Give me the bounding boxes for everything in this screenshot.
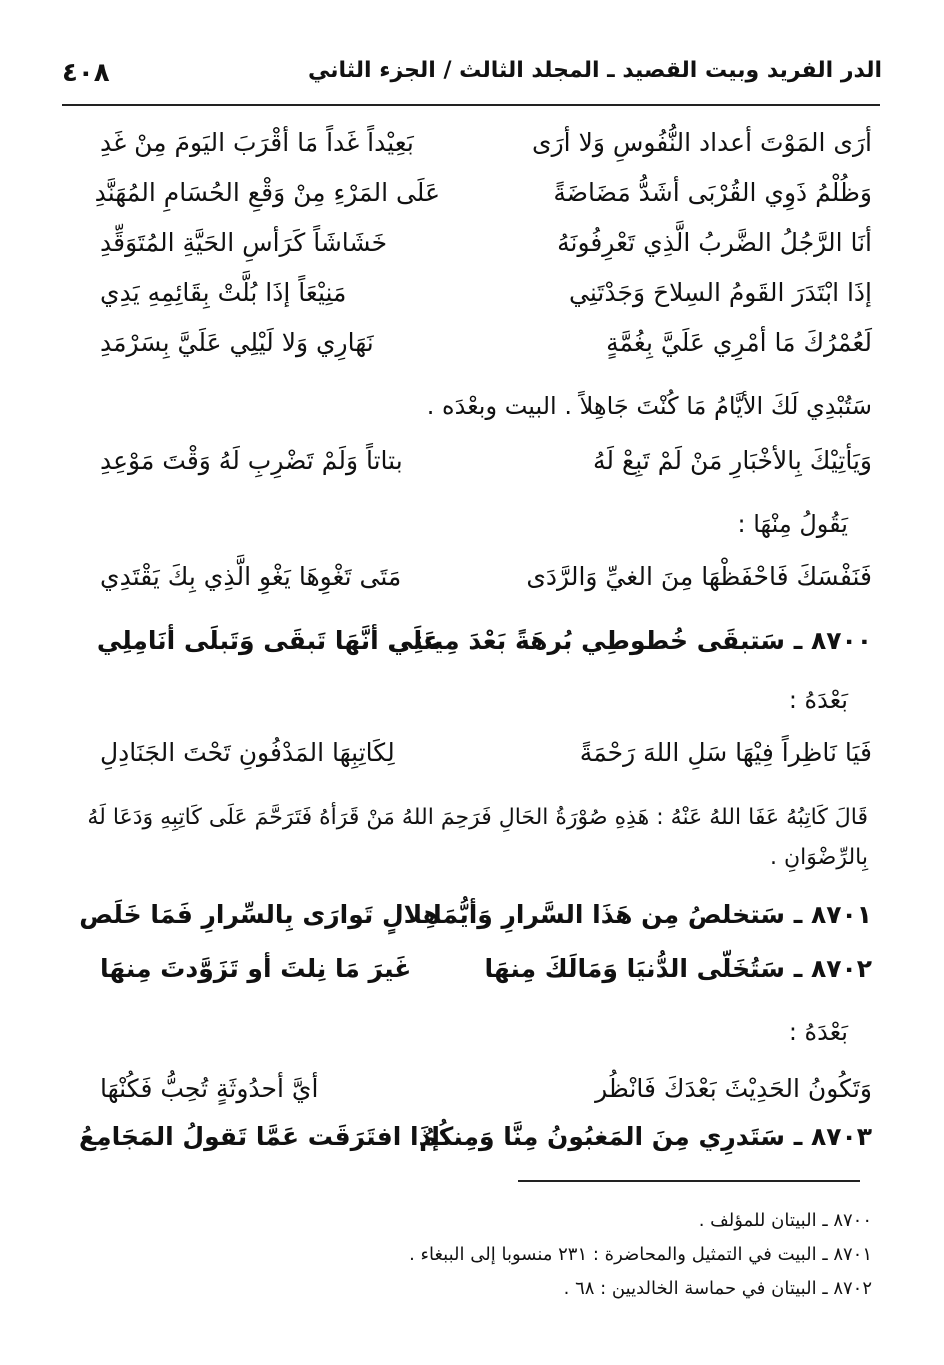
verse-line xyxy=(100,328,872,374)
numbered-verse-8703 xyxy=(79,1122,872,1168)
verse-first-hemistich: وَظُلْمُ ذَوِي القُرْبَى أشَدُّ مَضَاضَةً xyxy=(553,178,872,207)
verse-number: ٨٧٠٢ ـ xyxy=(793,954,872,983)
verse-second-hemistich: عَلَى أنَّهَا تَبقَى وَتَبلَى أنَامِلِي xyxy=(96,626,440,655)
numbered-verse-8700 xyxy=(96,626,872,672)
verse-second-hemistich: غَيرَ مَا نِلتَ أو تَزَوَّدتَ مِنهَا xyxy=(100,954,412,983)
verse-line xyxy=(100,228,872,274)
author-note-paragraph: قَالَ كَاتِبُهُ عَفَا اللهُ عَنْهُ : هَذِهِ صُوْرَةُ الحَالِ فَرَحِمَ اللهُ مَنْ قَرَأهُ فَتَرَحَّمَ عَلَى كَاتِبِهِ وَدَعَا لَهُ بِالرِّضْوَانِ . xyxy=(87,805,868,870)
verse-number: ٨٧٠٣ ـ xyxy=(793,1122,872,1151)
page-number: ٤٠٨ xyxy=(62,58,110,88)
footnote: ٨٧٠٠ ـ البيتان للمؤلف . xyxy=(698,1210,872,1231)
verse-first-hemistich: أنَا الرَّجُلُ الضَّربُ الَّذِي تَعْرِفُونَهُ xyxy=(557,228,872,257)
footnote: ٨٧٠١ ـ البيت في التمثيل والمحاضرة : ٢٣١ منسوبا إلى الببغاء . xyxy=(409,1244,872,1265)
verse-second-hemistich: هِلالٍ تَوارَى بِالسِّرارِ فَمَا خَلَص xyxy=(79,900,440,929)
verse-first-hemistich: فَيَا نَاظِراً فِيْهَا سَلِ اللهَ رَحْمَةً xyxy=(579,738,872,767)
verse-second-hemistich: خَشَاشَاً كَرَأسِ الحَيَّةِ المُتَوَقِّدِ xyxy=(100,228,388,257)
running-header-title: الدر الفريد وبيت القصيد ـ المجلد الثالث / الجزء الثاني xyxy=(308,58,882,83)
verse-first-hemistich: فَنَفْسَكَ فَاحْفَظْهَا مِنَ الغيِّ وَالرَّدَى xyxy=(526,562,872,591)
verse-first-hemistich: لَعُمْرُكَ مَا أمْرِي عَلَيَّ بِغُمَّةٍ xyxy=(606,328,872,357)
connector-line: بَعْدَهُ : xyxy=(788,686,848,714)
verse-first-hemistich: وَيَأتِيْكَ بِالأخْبَارِ مَنْ لَمْ تَبِعْ لَهُ xyxy=(593,446,872,475)
footnote: ٨٧٠٢ ـ البيتان في حماسة الخالديين : ٦٨ . xyxy=(563,1278,872,1299)
verse-line xyxy=(100,278,872,324)
verse-second-hemistich: إذَا افتَرَقَت عَمَّا تَقولُ المَجَامِعُ xyxy=(79,1122,440,1151)
verse-first-hemistich: أرَى المَوْتَ أعداد النُّفُوسِ وَلا أرَى xyxy=(532,128,872,157)
verse-second-hemistich: بَعِيْداً غَداً مَا أقْرَبَ اليَومَ مِنْ غَدِ xyxy=(100,128,414,157)
verse-line xyxy=(100,128,872,174)
verse-first-hemistich-text: سَتبقَى خُطوطِي بُرهَةً بَعْدَ مِيتتِي xyxy=(388,626,785,655)
verse-first-hemistich xyxy=(433,900,872,929)
verse-first-hemistich xyxy=(419,1122,872,1151)
numbered-verse-8701 xyxy=(79,900,872,946)
verse-line xyxy=(100,1074,872,1120)
verse-second-hemistich: بتاتاً وَلَمْ تَضْرِبِ لَهُ وَقْتَ مَوْعِدِ xyxy=(100,446,403,475)
verse-second-hemistich: عَلَى المَرْءِ مِنْ وَقْعِ الحُسَامِ المُهَنَّدِ xyxy=(94,178,440,207)
verse-second-hemistich: مَتَى تَغْوِهَا يَغْوِ الَّذِي بِكَ يَقْتَدِي xyxy=(100,562,402,591)
verse-line xyxy=(100,562,872,608)
verse-first-hemistich: وَتَكُونُ الحَدِيْثَ بَعْدَكَ فَانْظُر xyxy=(595,1074,872,1103)
footnote-rule xyxy=(518,1180,860,1182)
verse-first-hemistich-text: سَتَدرِي مِنَ المَغبُونُ مِنَّا وَمِنكُمُ xyxy=(419,1122,785,1151)
verse-first-hemistich-text: سَتُخَلّى الدُّنيَا وَمَالَكَ مِنهَا xyxy=(484,954,785,983)
connector-line: بَعْدَهُ : xyxy=(788,1018,848,1046)
verse-second-hemistich: نَهَارِي وَلا لَيْلِي عَلَيَّ بِسَرْمَدِ xyxy=(100,328,374,357)
verse-line xyxy=(100,446,872,492)
numbered-verse-8702 xyxy=(100,954,872,1000)
verse-number: ٨٧٠١ ـ xyxy=(793,900,872,929)
verse-number: ٨٧٠٠ ـ xyxy=(793,626,872,655)
verse-second-hemistich: لِكَاتِبِهَا المَدْفُونِ تَحْتَ الجَنَادِلِ xyxy=(100,738,395,767)
verse-first-hemistich xyxy=(472,954,872,983)
verse-first-hemistich-text: سَتخلصُ مِن هَذَا السَّرارِ وَأيُّمَا xyxy=(433,900,785,929)
quoted-line: سَتُبْدِي لَكَ الأيَّامُ مَا كُنْتَ جَاهِلاً . البيت وبعْدَه . xyxy=(426,392,872,420)
connector-line: يَقُولُ مِنْهَا : xyxy=(737,510,848,538)
header-rule xyxy=(62,104,880,106)
verse-line xyxy=(100,738,872,784)
verse-first-hemistich xyxy=(388,626,872,655)
verse-second-hemistich: مَنِيْعَاً إذَا بُلَّتْ بِقَائِمِهِ يَدِي xyxy=(100,278,347,307)
verse-second-hemistich: أيَّ أحدُوثَةٍ تُحِبُّ فَكُنْهَا xyxy=(100,1074,319,1103)
verse-line xyxy=(94,178,872,224)
running-header xyxy=(62,58,882,98)
verse-first-hemistich: إذَا ابْتَدَرَ القَومُ السِلاحَ وَجَدْتَنِي xyxy=(569,278,872,307)
